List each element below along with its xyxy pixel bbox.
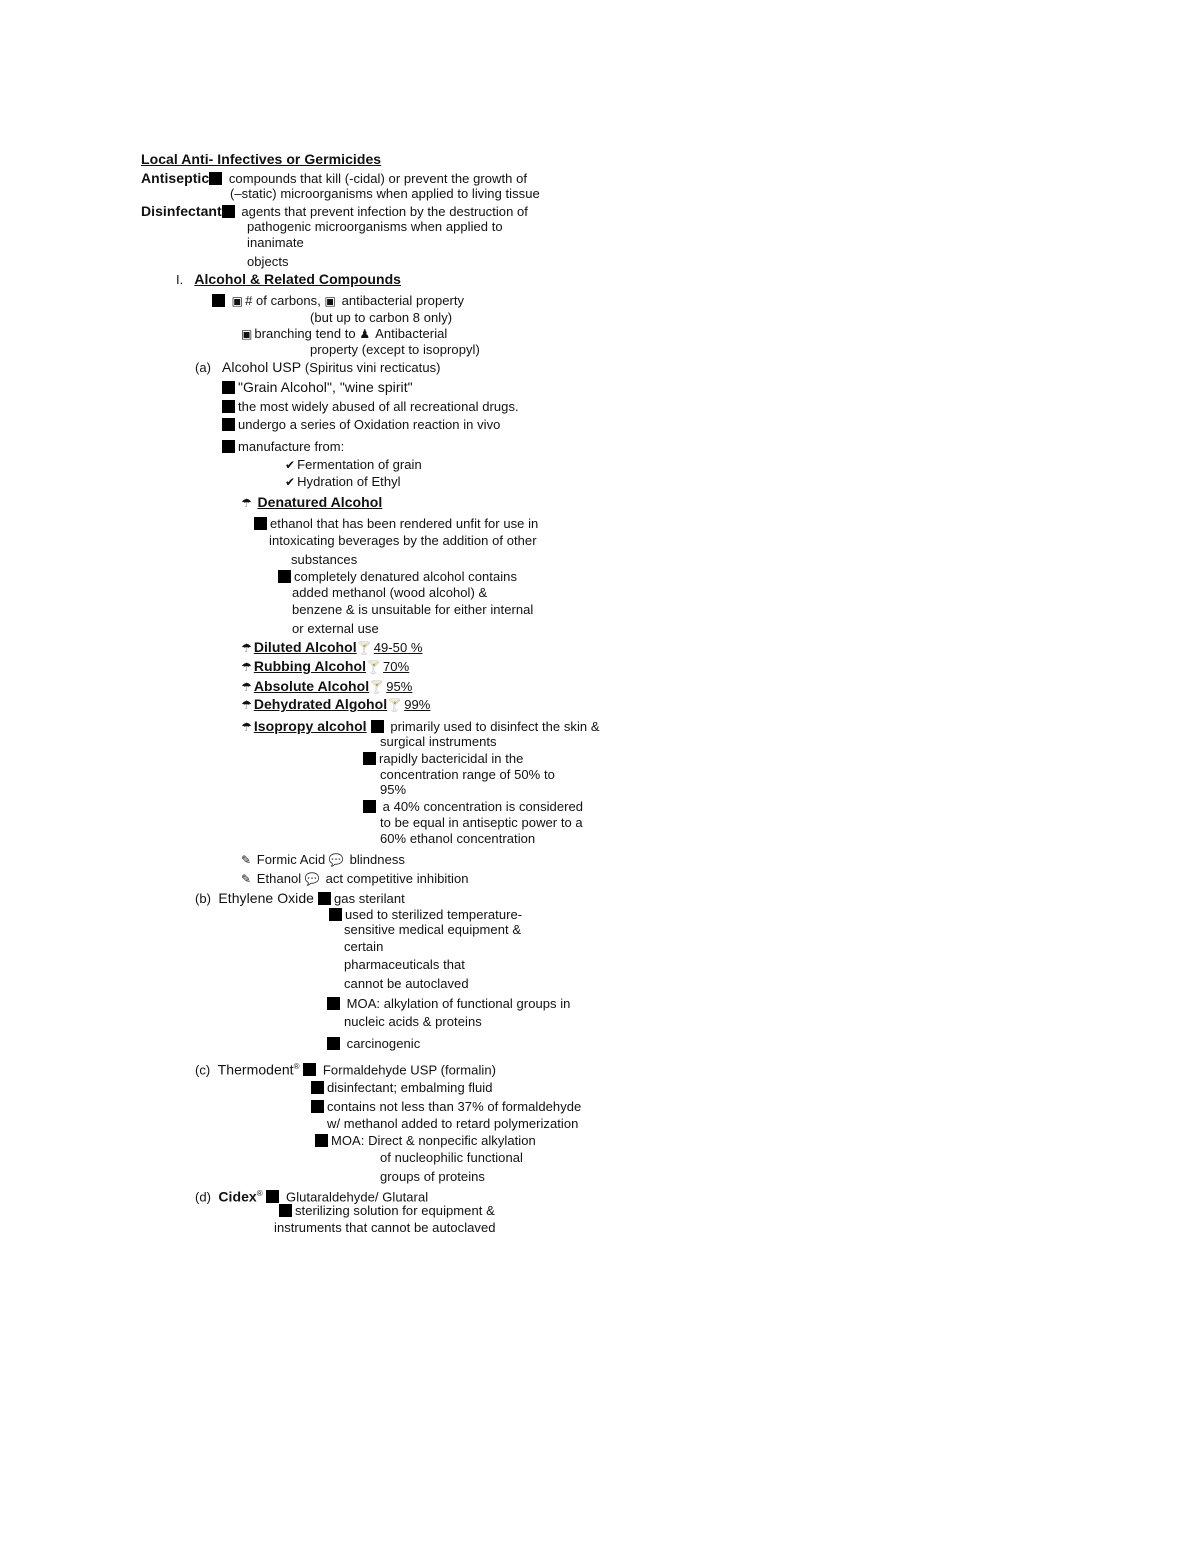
cocktail-glass-icon: 🍸: [366, 660, 382, 674]
isopropy-text-1: primarily used to disinfect the skin &: [390, 719, 600, 734]
b-moa-text-1: MOA: alkylation of functional groups in: [346, 996, 571, 1011]
item-d-name: Cidex: [218, 1188, 257, 1205]
registered-mark: ®: [293, 1062, 300, 1071]
item-b-name: Ethylene Oxide: [218, 890, 315, 906]
bullet-block: [311, 1100, 324, 1113]
registered-mark: ®: [256, 1189, 263, 1198]
cocktail-glass-icon: 🍸: [387, 698, 403, 712]
carbons-effect: antibacterial property: [341, 293, 465, 308]
up-box-icon: ▣: [231, 294, 244, 308]
disinfectant-line-1: agents that prevent infection by the destruction of: [241, 204, 528, 219]
diluted-line: [241, 639, 423, 656]
pencil-icon: ✎: [241, 872, 252, 886]
dehydrated-title: Dehydrated Algohol: [253, 696, 388, 712]
denatured-text-1: ethanol that has been rendered unfit for use in: [270, 516, 539, 531]
bullet-block: [212, 294, 225, 307]
denatured-title: Denatured Alcohol: [257, 494, 383, 510]
denatured-7: or external use: [292, 621, 379, 636]
umbrella-icon: ☂: [241, 698, 252, 712]
item-c-heading: [195, 1059, 496, 1078]
b-moa-1: [327, 996, 570, 1012]
manufacture-text: manufacture from:: [238, 439, 345, 454]
ethanol-line: [241, 871, 469, 887]
bullet-block: [327, 997, 340, 1010]
item-b-desc: gas sterilant: [334, 891, 405, 906]
bullet-block: [279, 1204, 292, 1217]
c-moa-3: groups of proteins: [380, 1169, 485, 1184]
umbrella-icon: ☂: [241, 680, 252, 694]
bullet-block: [329, 908, 342, 921]
bullet-block: [303, 1063, 316, 1076]
bullet-block: [222, 205, 235, 218]
fermentation-text: Fermentation of grain: [297, 457, 422, 472]
denatured-3: substances: [291, 552, 358, 567]
b-used-text-1: used to sterilized temperature-: [345, 907, 523, 922]
c-line-3: w/ methanol added to retard polymerization: [327, 1116, 579, 1131]
isopropy-7: to be equal in antiseptic power to a: [380, 815, 583, 830]
d-text-1: sterilizing solution for equipment &: [295, 1203, 495, 1218]
denatured-1: [254, 516, 538, 532]
b-used-4: pharmaceuticals that: [344, 957, 465, 972]
c-line-1: [311, 1080, 492, 1096]
carbons-line: [212, 293, 464, 309]
isopropy-8: 60% ethanol concentration: [380, 831, 536, 846]
oxidation-text: undergo a series of Oxidation reaction in vivo: [238, 417, 501, 432]
isopropy-4: concentration range of 50% to: [380, 767, 555, 782]
manufacture-line: [222, 439, 344, 455]
isopropy-text-6: a 40% concentration is considered: [382, 799, 584, 814]
b-carcinogenic: [327, 1036, 420, 1052]
bullet-block: [363, 800, 376, 813]
umbrella-icon: ☂: [241, 641, 252, 655]
page-title: Local Anti- Infectives or Germicides: [141, 151, 382, 167]
formic-text: Formic Acid: [256, 852, 326, 867]
bullet-block: [254, 517, 267, 530]
b-used-5: cannot be autoclaved: [344, 976, 469, 991]
antiseptic-line-2: (–static) microorganisms when applied to living tissue: [230, 186, 540, 201]
b-moa-2: nucleic acids & proteins: [344, 1014, 482, 1029]
disinfectant-term: Disinfectant: [141, 203, 222, 219]
item-c-name: Thermodent: [217, 1061, 294, 1078]
umbrella-icon: ☂: [241, 496, 252, 510]
branching-text: branching tend to: [254, 326, 356, 341]
bullet-block: [266, 1190, 279, 1203]
branching-line: [241, 326, 447, 342]
isopropy-title: Isopropy alcohol: [253, 718, 367, 734]
item-b-heading: [195, 890, 405, 907]
c-text-2: contains not less than 37% of formaldehyde: [327, 1099, 582, 1114]
carbons-text: # of carbons,: [245, 293, 321, 308]
absolute-pct: 95%: [386, 679, 413, 694]
disinfectant-line-2: pathogenic microorganisms when applied to: [247, 219, 503, 234]
denatured-line: [241, 494, 382, 511]
c-moa-1: [315, 1133, 536, 1149]
isopropy-5: 95%: [380, 782, 407, 797]
isopropy-3: [363, 751, 523, 767]
diluted-title: Diluted Alcohol: [253, 639, 357, 655]
antiseptic-term: Antiseptic: [141, 170, 210, 186]
speech-bubble-icon: 💬: [304, 872, 320, 886]
denatured-text-4: completely denatured alcohol contains: [294, 569, 517, 584]
b-carcinogenic-text: carcinogenic: [346, 1036, 421, 1051]
up-box-icon: ▣: [241, 327, 253, 341]
formic-effect: blindness: [349, 852, 405, 867]
d-line-1: [279, 1203, 495, 1219]
dehydrated-line: [241, 696, 430, 713]
grain-text: "Grain Alcohol", "wine spirit": [238, 379, 413, 395]
grain-line: [222, 379, 413, 395]
branching-effect: Antibacterial: [375, 326, 448, 341]
item-c-label: (c): [195, 1062, 211, 1078]
absolute-line: [241, 678, 412, 695]
abused-line: [222, 399, 519, 415]
cocktail-glass-icon: 🍸: [356, 641, 372, 655]
bullet-block: [315, 1134, 328, 1147]
c-line-2: [311, 1099, 581, 1115]
oxidation-line: [222, 417, 500, 433]
b-used-2: sensitive medical equipment &: [344, 922, 522, 937]
person-icon: ♟: [359, 327, 371, 341]
branching-note: property (except to isopropyl): [310, 342, 480, 357]
bullet-block: [318, 892, 331, 905]
antiseptic-line-1: compounds that kill (-cidal) or prevent the growth of: [228, 171, 528, 186]
dehydrated-pct: 99%: [404, 697, 431, 712]
check-icon: ✔: [285, 475, 296, 489]
umbrella-icon: ☂: [241, 660, 252, 674]
bullet-block: [363, 752, 376, 765]
hydration-text: Hydration of Ethyl: [297, 474, 401, 489]
rubbing-title: Rubbing Alcohol: [253, 658, 367, 674]
d-line-2: instruments that cannot be autoclaved: [274, 1220, 496, 1235]
c-moa-text-1: MOA: Direct & nonpecific alkylation: [331, 1133, 536, 1148]
item-a-latin: (Spiritus vini recticatus): [304, 360, 441, 375]
diluted-pct: 49-50 %: [373, 640, 423, 655]
c-moa-2: of nucleophilic functional: [380, 1150, 523, 1165]
bullet-block: [222, 418, 235, 431]
rubbing-pct: 70%: [383, 659, 410, 674]
up-box-icon: ▣: [324, 294, 336, 308]
antiseptic-def: [141, 170, 527, 187]
carbons-note: (but up to carbon 8 only): [310, 310, 453, 325]
c-text-1: disinfectant; embalming fluid: [327, 1080, 493, 1095]
ethanol-text: Ethanol: [256, 871, 302, 886]
formic-line: [241, 852, 405, 868]
denatured-4: [278, 569, 517, 585]
item-a-label: (a): [195, 360, 212, 375]
isopropy-text-3: rapidly bactericidal in the: [379, 751, 524, 766]
section-1-heading: [176, 271, 401, 288]
cocktail-glass-icon: 🍸: [369, 680, 385, 694]
denatured-6: benzene & is unsuitable for either internal: [292, 602, 534, 617]
denatured-5: added methanol (wood alcohol) &: [292, 585, 488, 600]
ethanol-effect: act competitive inhibition: [325, 871, 469, 886]
bullet-block: [222, 400, 235, 413]
disinfectant-line-3: inanimate: [247, 235, 304, 250]
item-c-desc: Formaldehyde USP (formalin): [322, 1062, 496, 1078]
denatured-2: intoxicating beverages by the addition of other: [269, 533, 537, 548]
disinfectant-line-4: objects: [247, 254, 289, 269]
bullet-block: [222, 440, 235, 453]
bullet-block: [222, 381, 235, 394]
item-d-label: (d): [195, 1189, 212, 1205]
b-used-1: [329, 907, 522, 923]
hydration-line: [285, 474, 401, 490]
disinfectant-def: [141, 203, 528, 220]
section-1-title: Alcohol & Related Compounds: [194, 271, 402, 287]
bullet-block: [209, 172, 222, 185]
b-used-3: certain: [344, 939, 384, 954]
item-b-label: (b): [195, 891, 212, 906]
section-1-numeral: I.: [176, 272, 184, 287]
pencil-icon: ✎: [241, 853, 252, 867]
speech-bubble-icon: 💬: [328, 853, 344, 867]
absolute-title: Absolute Alcohol: [253, 678, 370, 694]
bullet-block: [311, 1081, 324, 1094]
check-icon: ✔: [285, 458, 296, 472]
bullet-block: [327, 1037, 340, 1050]
umbrella-icon: ☂: [241, 720, 252, 734]
item-a-name: Alcohol USP: [222, 359, 302, 375]
abused-text: the most widely abused of all recreational drugs.: [238, 399, 519, 414]
rubbing-line: [241, 658, 409, 675]
isopropy-2: surgical instruments: [380, 734, 497, 749]
item-a-heading: [195, 359, 441, 376]
item-d-desc: Glutaraldehyde/ Glutaral: [286, 1189, 429, 1205]
fermentation-line: [285, 457, 422, 473]
bullet-block: [371, 720, 384, 733]
isopropy-6: [363, 799, 583, 815]
bullet-block: [278, 570, 291, 583]
isopropy-line: [241, 718, 600, 735]
